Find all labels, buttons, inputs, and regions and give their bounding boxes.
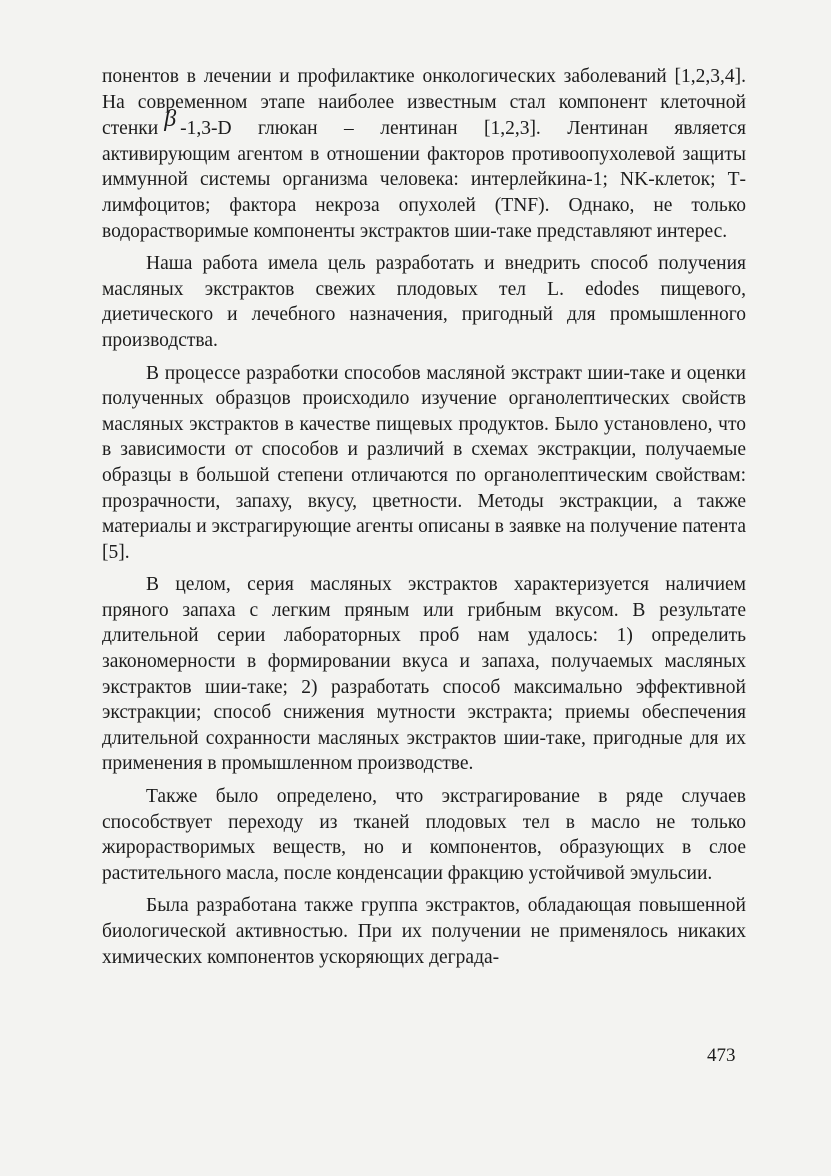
paragraph-3: В процессе разработки способов масляной экстракт шии-таке и оценки полученных образцов происходило изучение органолептических свойств масляных экстрактов в качестве пищевых продуктов. Было установлено, что в зависимости от способов и различий в схемах экстракции, получаемые образцы в большой степени отличаются по органолептическим свойствам: прозрачности, запаху, вкусу, цветности. Методы экстракции, а также материалы и экстрагирующие агенты описаны в заявке на получение патента [5].: [102, 362, 746, 563]
paragraph-4: В целом, серия масляных экстрактов характеризуется наличием пряного запаха с легким пряным или грибным вкусом. В результате длительной серии лабораторных проб нам удалось: 1) определить закономерности в формировании вкуса и запаха, получаемых масляных экстрактов шии-таке; 2) разработать способ максимально эффективной экстракции; способ снижения мутности экстракта; приемы обеспечения длительной сохранности масляных экстрактов шии-таке, пригодные для их применения в промышленном производстве.: [102, 574, 746, 775]
paragraph-2: Наша работа имела цель разработать и внедрить способ получения масляных экстрактов свежих плодовых тел L. edodes пищевого, диетического и лечебного назначения, пригодный для промышленного производства.: [102, 253, 746, 351]
paragraph-1-after-symbol: -1,3-D глюкан – лентинан [1,2,3]. Лентинан является активирующим агентом в отношении факторов противоопухолевой защиты иммунной системы организма человека: интерлейкина-1; NK-клеток; Т-лимфоцитов; фактора некроза опухолей (TNF). Однако, не только водорастворимые компоненты экстрактов шии-таке представляют интерес.: [102, 118, 746, 242]
paragraph-1-before-symbol: понентов в лечении и профилактике онкологических заболеваний [1,2,3,4]. На современном этапе наиболее известным стал компонент клеточной стенки: [102, 66, 746, 140]
page-number: 473: [707, 1045, 736, 1066]
beta-symbol: β: [164, 106, 177, 133]
paragraph-6: Была разработана также группа экстрактов, обладающая повышенной биологической активностью. При их получении не применялось никаких химических компонентов ускоряющих деграда-: [102, 895, 746, 968]
page-body: [102, 64, 746, 970]
paragraph-5: Также было определено, что экстрагирование в ряде случаев способствует переходу из тканей плодовых тел в масло не только жирорастворимых веществ, но и компонентов, образующих в слое растительного масла, после конденсации фракцию устойчивой эмульсии.: [102, 786, 746, 884]
paragraph-1: [102, 64, 746, 244]
